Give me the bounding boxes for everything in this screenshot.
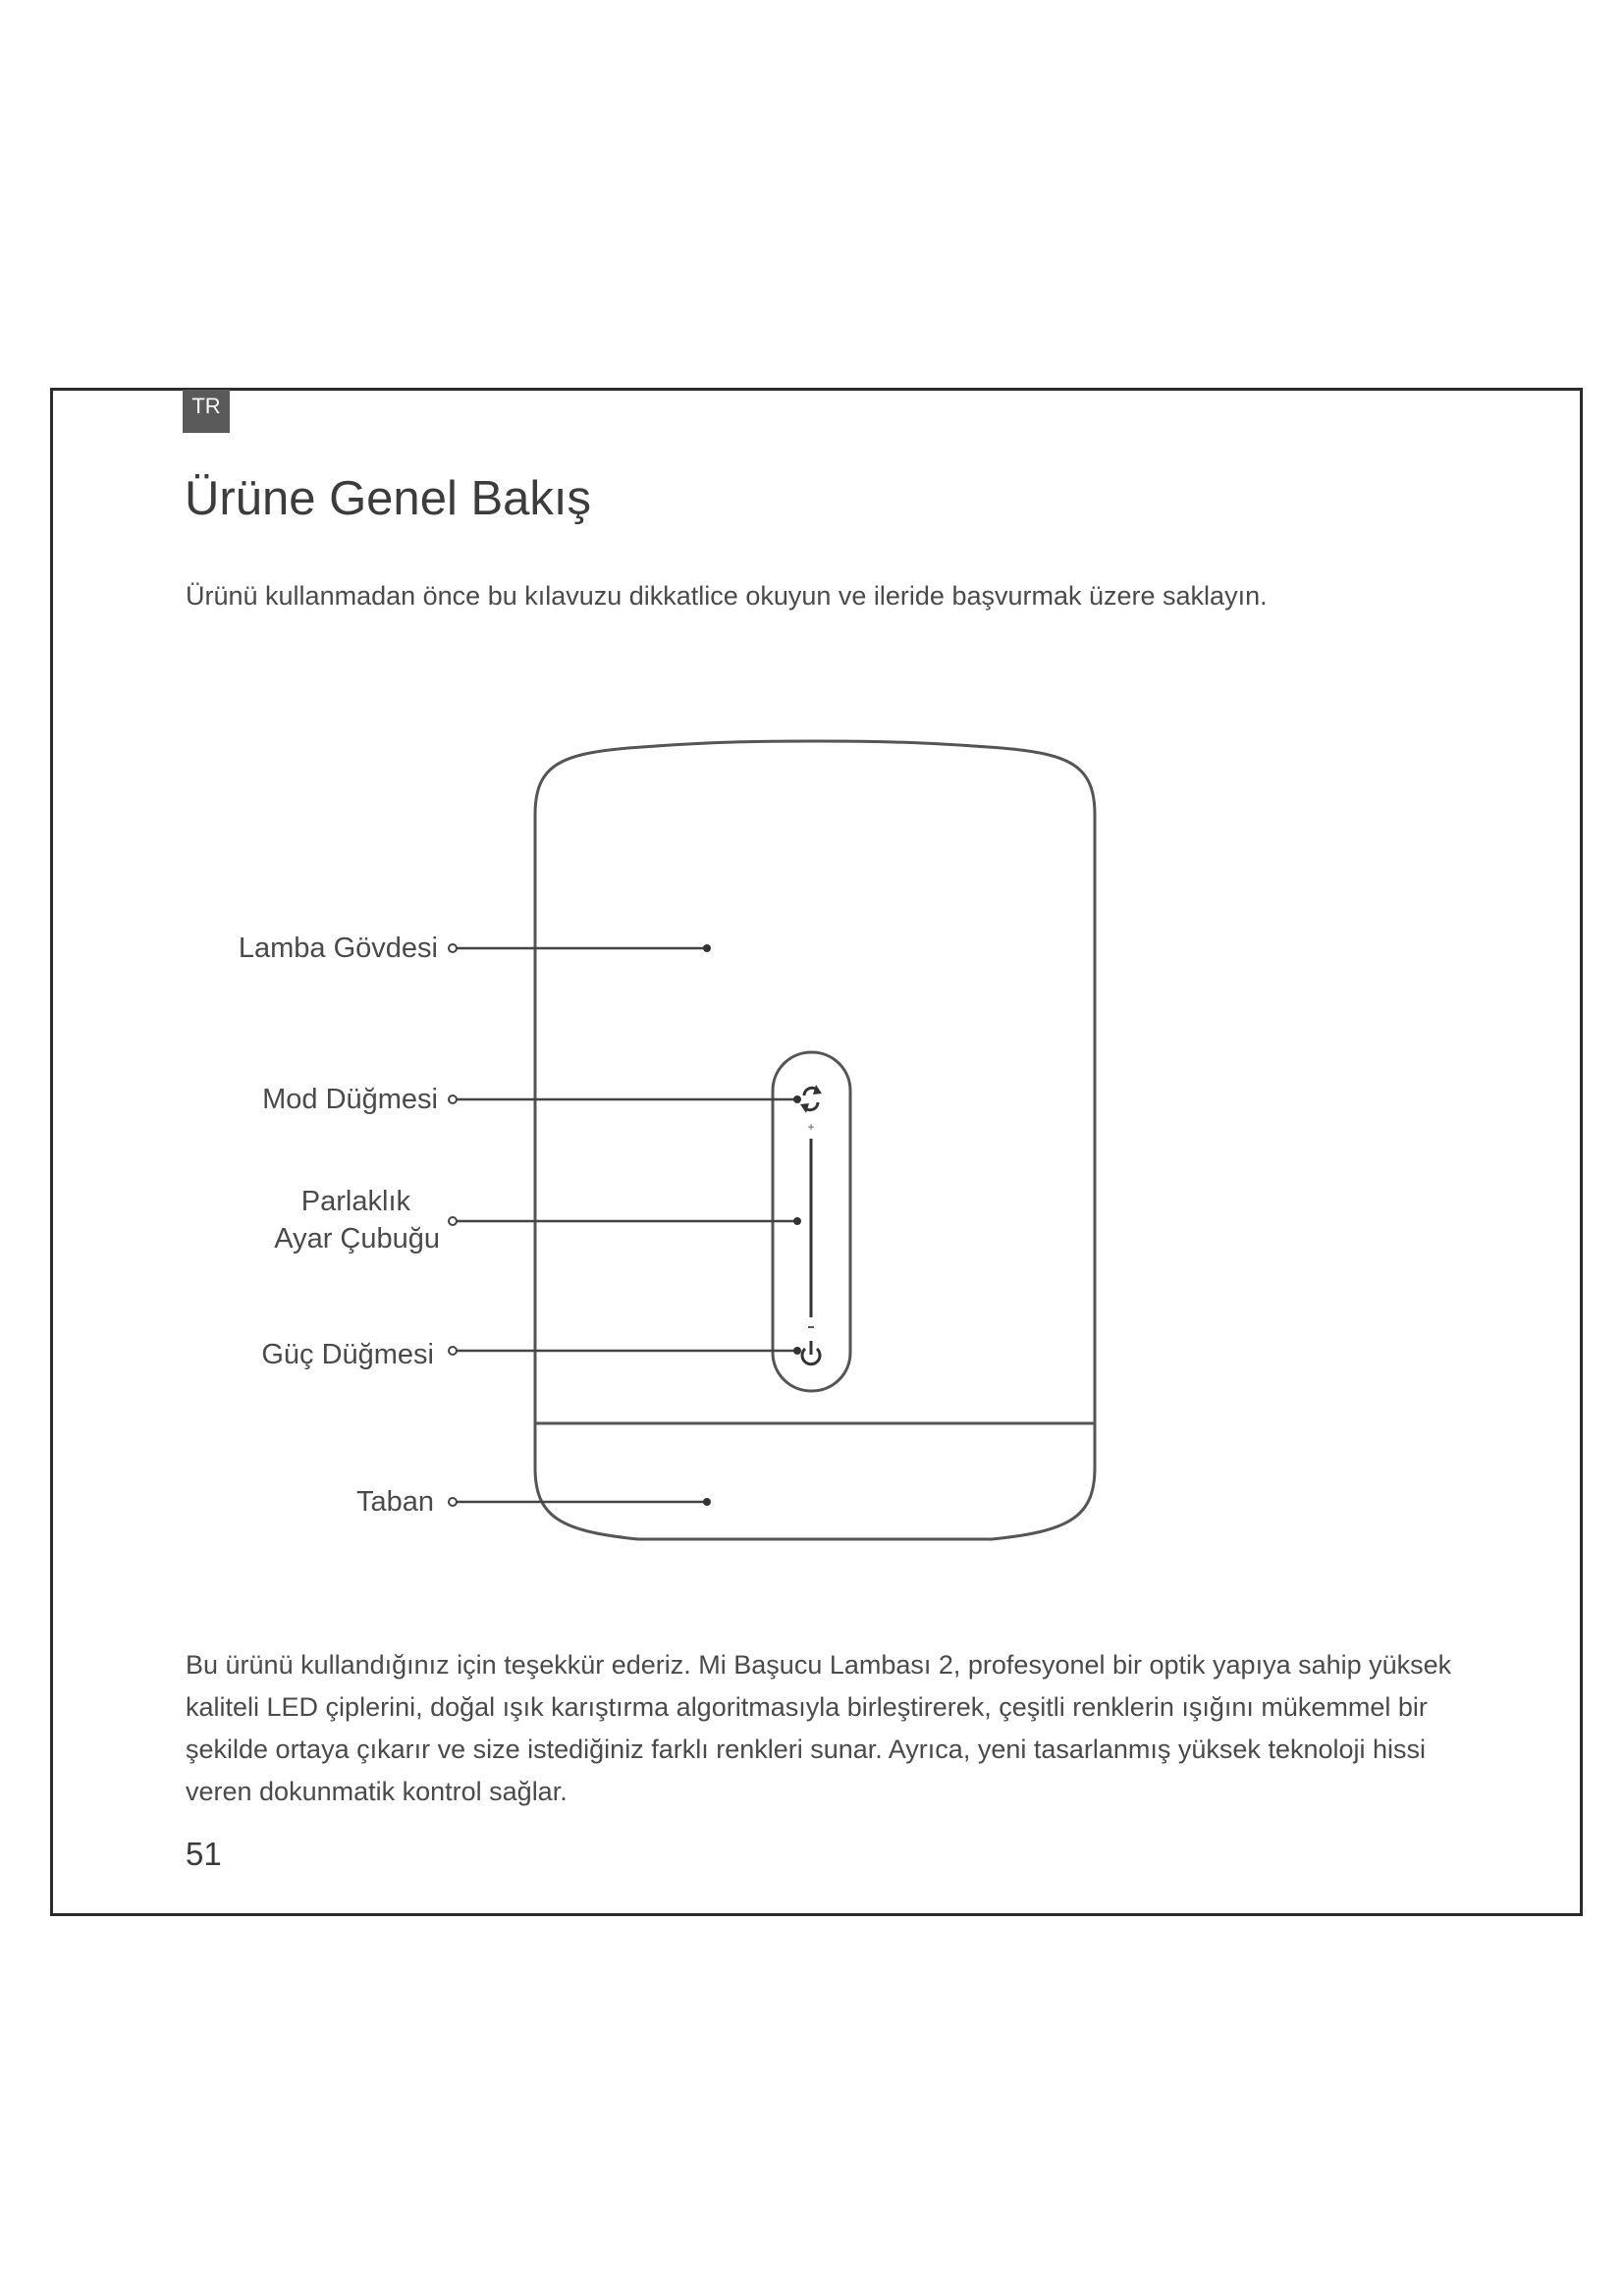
mode-icon [800,1085,822,1113]
label-brightness-line2: Ayar Çubuğu [274,1223,440,1255]
label-base: Taban [355,1486,434,1518]
label-lamp-body: Lamba Gövdesi [238,933,438,964]
label-brightness-line1: Parlaklık [300,1186,410,1217]
lamp-body-outline [535,741,1095,1539]
label-power-button: Güç Düğmesi [261,1339,434,1370]
intro-text: Ürünü kullanmadan önce bu kılavuzu dikkatlice okuyun ve ileride başvurmak üzere saklayın. [186,581,1268,611]
language-tag: TR [183,390,230,433]
power-icon [802,1341,820,1364]
page-number: 51 [186,1836,222,1872]
body-paragraph: Bu ürünü kullandığınız için teşekkür ederiz. Mi Başucu Lambası 2, profesyonel bir optik yapıya sahip yüksek kaliteli LED çiplerini, doğal ışık karıştırma algoritmasıyla birleştirerek, çeşitli renklerin ışığını mükemmel bir şekilde ortaya çıkarır ve size istediğiniz farklı renkleri sunar. Ayrıca, yeni tasarlanmış yüksek teknoloji hissi veren dokunmatik kontrol sağlar. [186,1650,1452,1806]
page-title: Ürüne Genel Bakış [185,472,591,525]
label-mode-button: Mod Düğmesi [262,1084,438,1115]
plus-icon: + [807,1120,815,1134]
